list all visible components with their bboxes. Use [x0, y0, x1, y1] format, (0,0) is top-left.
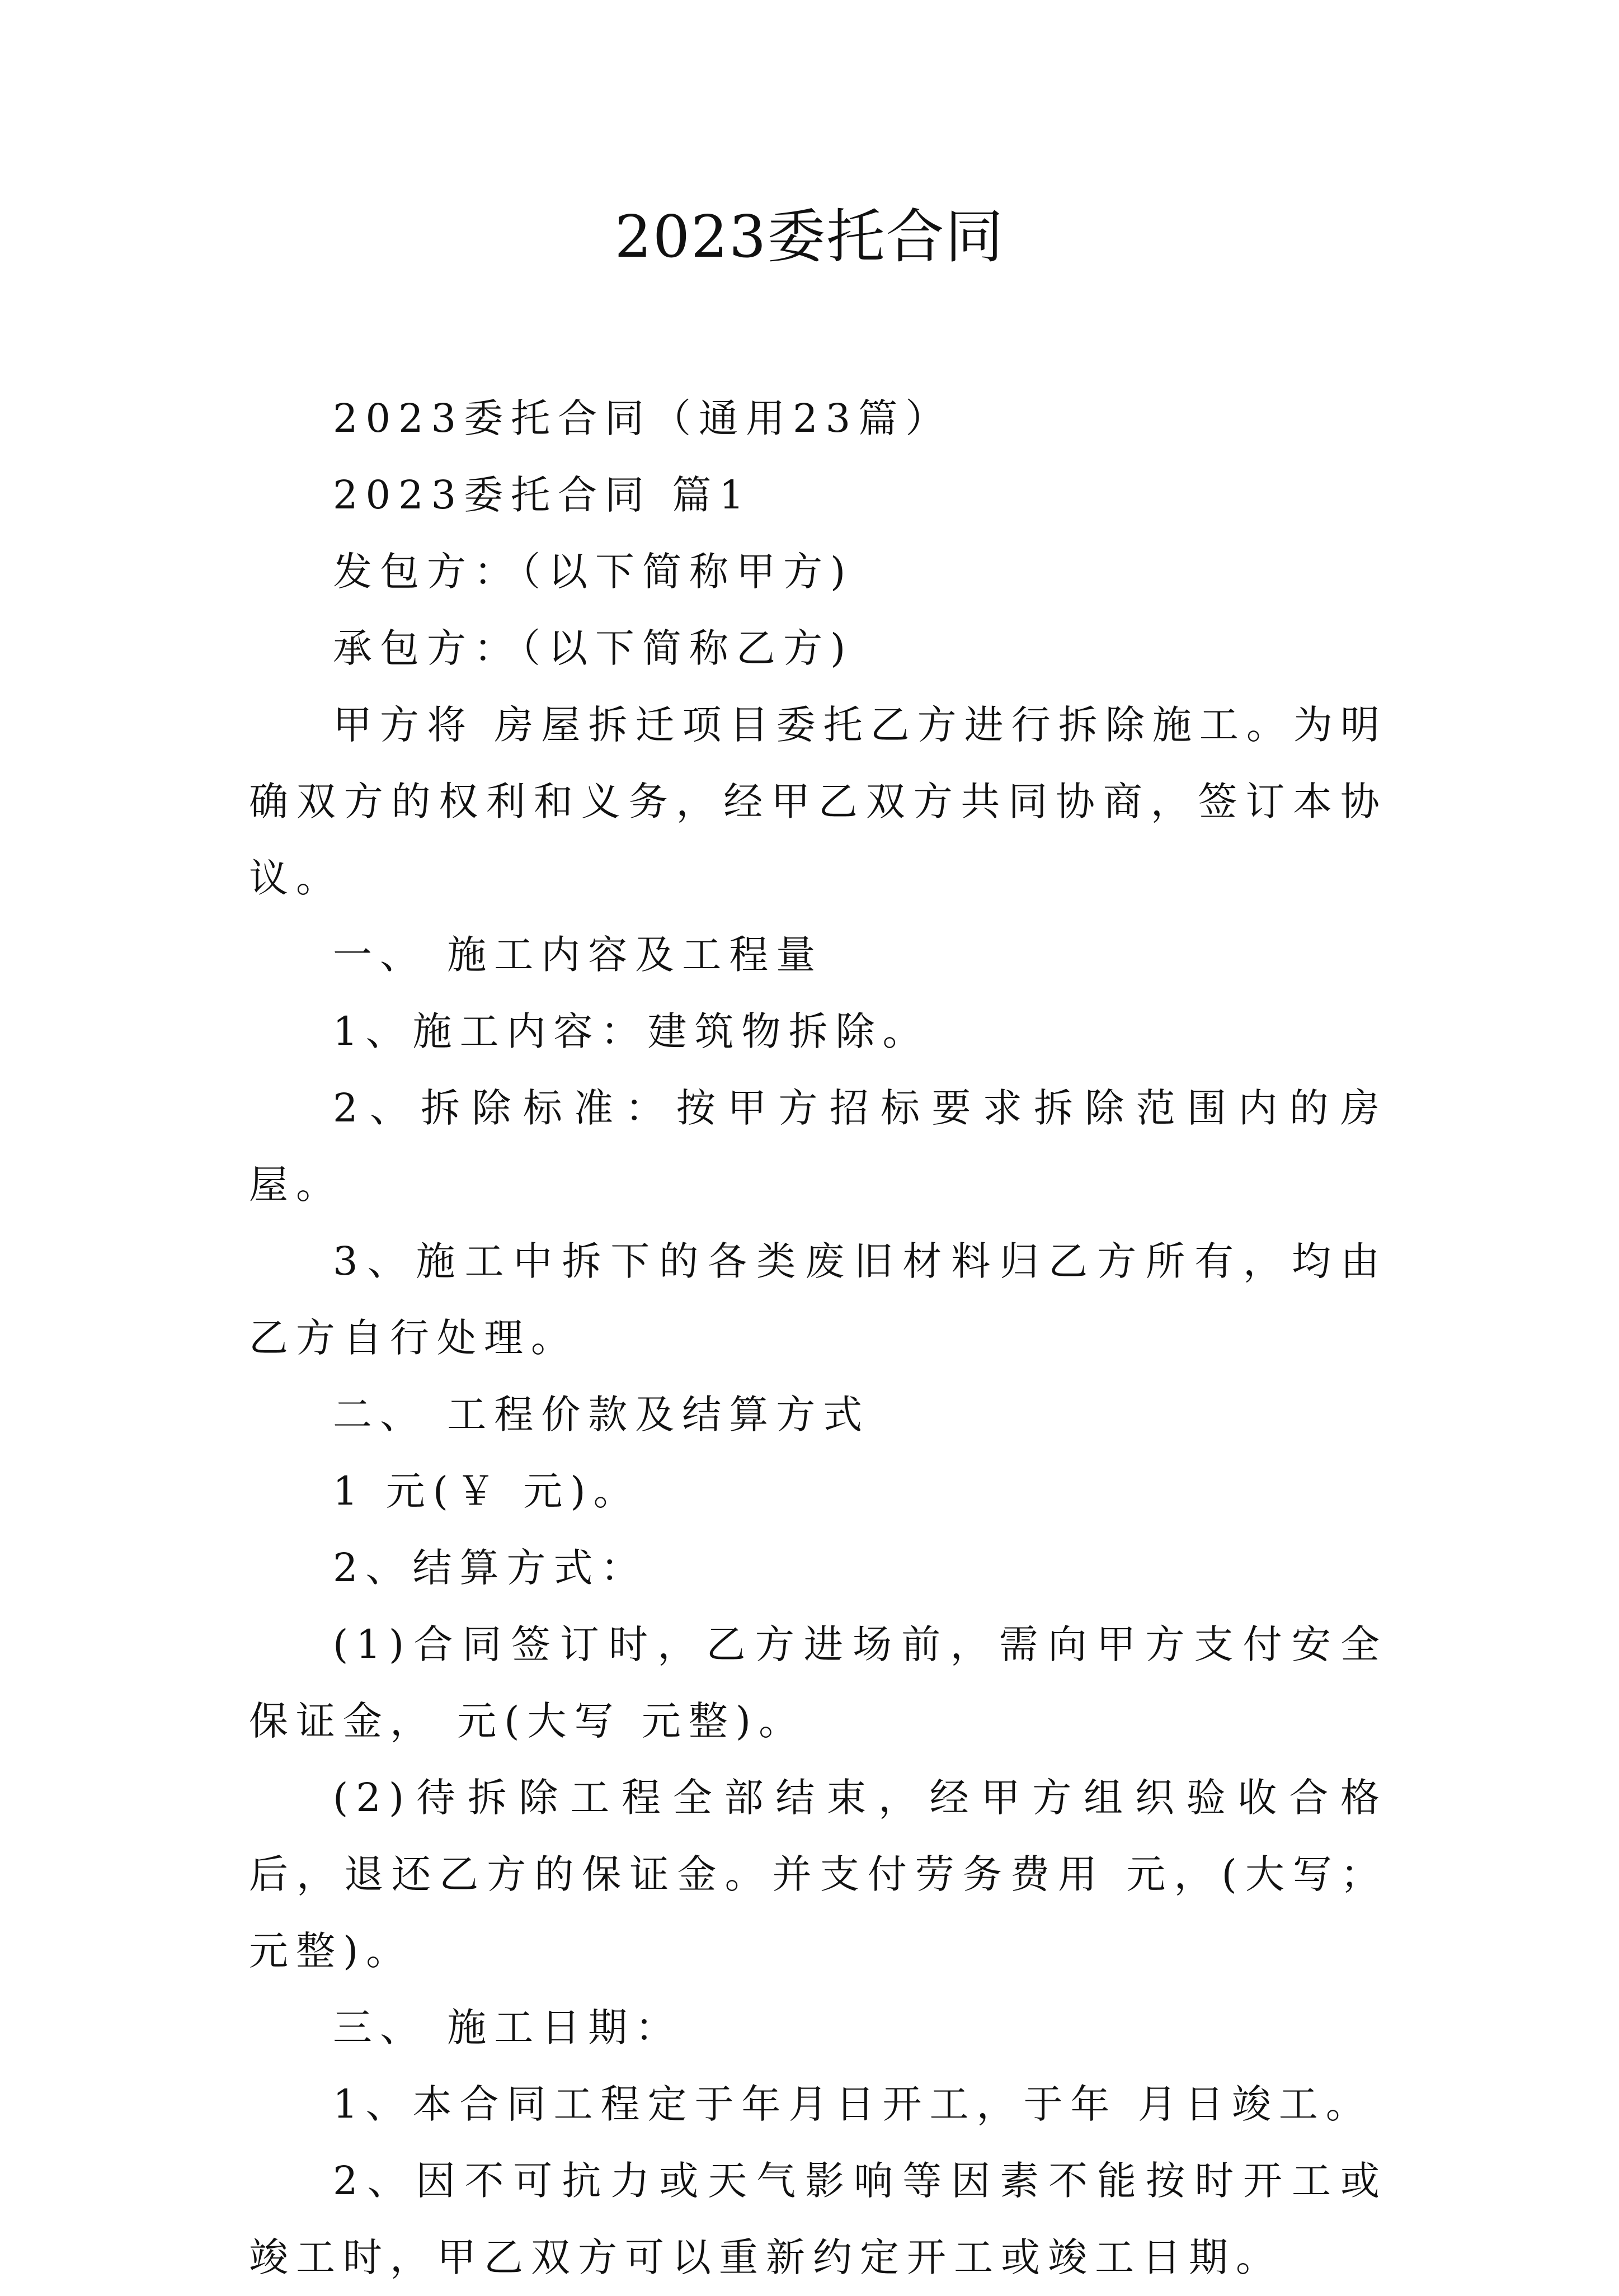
- clause-2-1: 1 元(￥ 元)。: [333, 1468, 641, 1514]
- clause-2-2: 2、结算方式：: [333, 1545, 648, 1591]
- section-heading-2: 二、 工程价款及结算方式: [333, 1392, 870, 1437]
- subtitle-paragraph: 2023委托合同（通用23篇）: [333, 395, 953, 441]
- clause-2-2-2: (2)待拆除工程全部结束，经甲方组织验收合格后，退还乙方的保证金。并支付劳务费用 元，(大写；元整)。: [249, 1775, 1387, 1974]
- clause-3-1: 1、本合同工程定于年月日开工，于年 月日竣工。: [333, 2081, 1373, 2127]
- intro-paragraph: 甲方将 房屋拆迁项目委托乙方进行拆除施工。为明确双方的权利和义务，经甲乙双方共同协商，签订本协议。: [249, 702, 1387, 901]
- clause-1-3: 3、施工中拆下的各类废旧材料归乙方所有，均由乙方自行处理。: [249, 1238, 1387, 1361]
- section-heading-part-1: 2023委托合同 篇1: [333, 472, 752, 518]
- section-heading-3: 三、 施工日期：: [333, 2005, 683, 2050]
- section-heading-1: 一、 施工内容及工程量: [333, 932, 823, 978]
- clause-3-2: 2、因不可抗力或天气影响等因素不能按时开工或竣工时，甲乙双方可以重新约定开工或竣工日期。: [249, 2158, 1387, 2280]
- document-body: [249, 380, 1387, 2296]
- clause-2-2-1: (1)合同签订时，乙方进场前，需向甲方支付安全保证金， 元(大写 元整)。: [249, 1621, 1387, 1744]
- party-a-line: 发包方：（以下简称甲方): [333, 549, 854, 595]
- party-b-line: 承包方：（以下简称乙方): [333, 625, 854, 671]
- clause-1-2: 2、拆除标准：按甲方招标要求拆除范围内的房屋。: [249, 1085, 1387, 1208]
- document-title: 2023委托合同: [614, 202, 1005, 271]
- clause-1-1: 1、施工内容：建筑物拆除。: [333, 1008, 930, 1054]
